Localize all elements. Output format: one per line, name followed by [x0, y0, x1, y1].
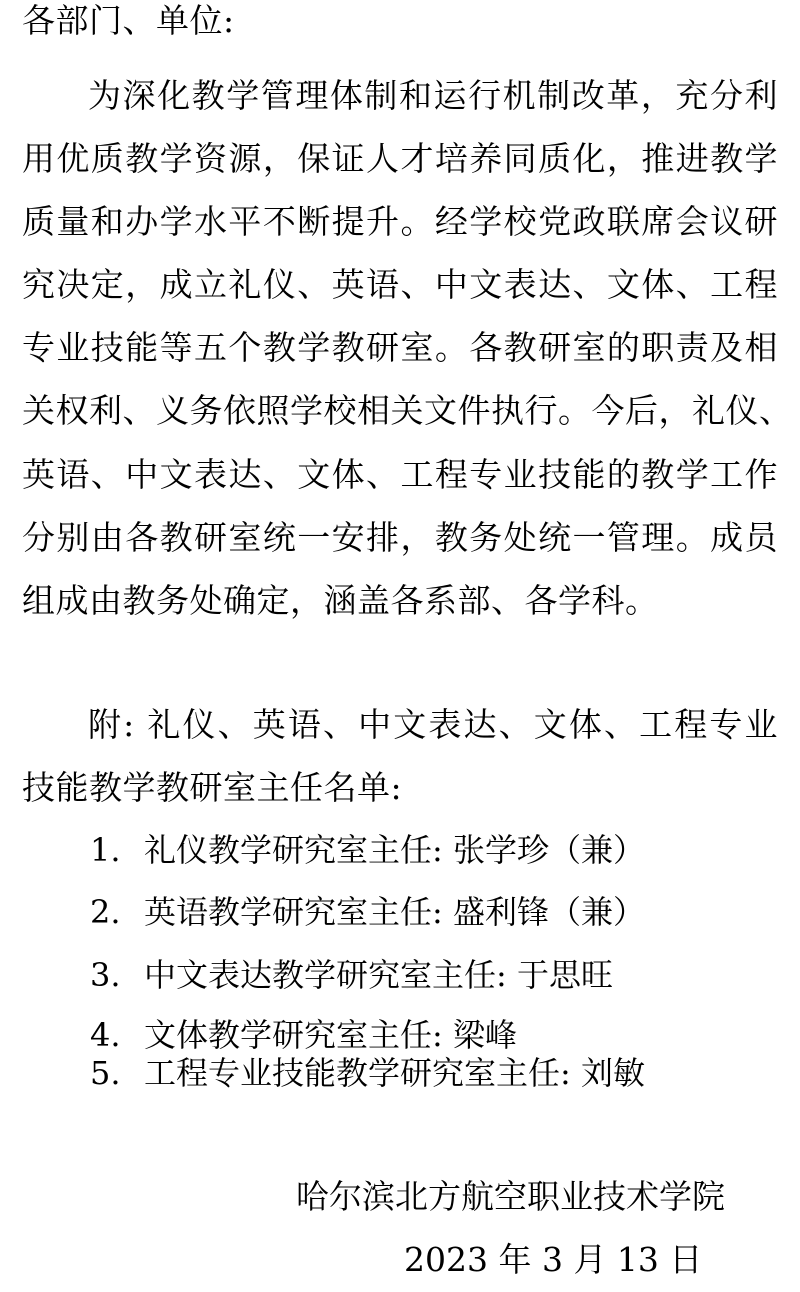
paragraph-line: 为深化教学管理体制和运行机制改革，充分利 [88, 76, 778, 115]
list-item [90, 1053, 645, 1093]
list-number: 3. [90, 956, 121, 994]
list-number: 4. [90, 1016, 121, 1054]
list-text: 礼仪教学研究室主任: 张学珍（兼） [144, 831, 645, 869]
list-item [90, 955, 613, 995]
paragraph-line: 分别由各教研室统一安排，教务处统一管理。成员 [22, 518, 778, 557]
salutation: 各部门、单位: [22, 1, 235, 40]
list-text: 中文表达教学研究室主任: 于思旺 [144, 956, 613, 994]
paragraph-line: 用优质教学资源，保证人才培养同质化，推进教学 [22, 139, 778, 178]
paragraph-line: 专业技能等五个教学教研室。各教研室的职责及相 [22, 328, 778, 367]
list-number: 2. [90, 893, 121, 931]
list-item [90, 892, 645, 932]
appendix-line: 技能教学教研室主任名单: [22, 768, 403, 807]
list-item [90, 1015, 517, 1055]
paragraph-line: 关权利、义务依照学校相关文件执行。今后，礼仪、 [22, 391, 793, 430]
appendix-line: 附: 礼仪、英语、中文表达、文体、工程专业 [88, 705, 778, 744]
paragraph-line: 英语、中文表达、文体、工程专业技能的教学工作 [22, 455, 778, 494]
list-text: 文体教学研究室主任: 梁峰 [144, 1016, 517, 1054]
paragraph-line: 究决定，成立礼仪、英语、中文表达、文体、工程 [22, 265, 778, 304]
list-text: 英语教学研究室主任: 盛利锋（兼） [144, 893, 645, 931]
paragraph-line: 质量和办学水平不断提升。经学校党政联席会议研 [22, 202, 778, 241]
paragraph-line: 组成由教务处确定，涵盖各系部、各学科。 [22, 581, 659, 620]
list-number: 5. [90, 1054, 121, 1092]
list-text: 工程专业技能教学研究室主任: 刘敏 [144, 1054, 645, 1092]
signature-organization: 哈尔滨北方航空职业技术学院 [296, 1177, 725, 1216]
signature-date: 2023 年 3 月 13 日 [404, 1240, 703, 1279]
list-number: 1. [90, 831, 121, 869]
list-item [90, 830, 645, 870]
